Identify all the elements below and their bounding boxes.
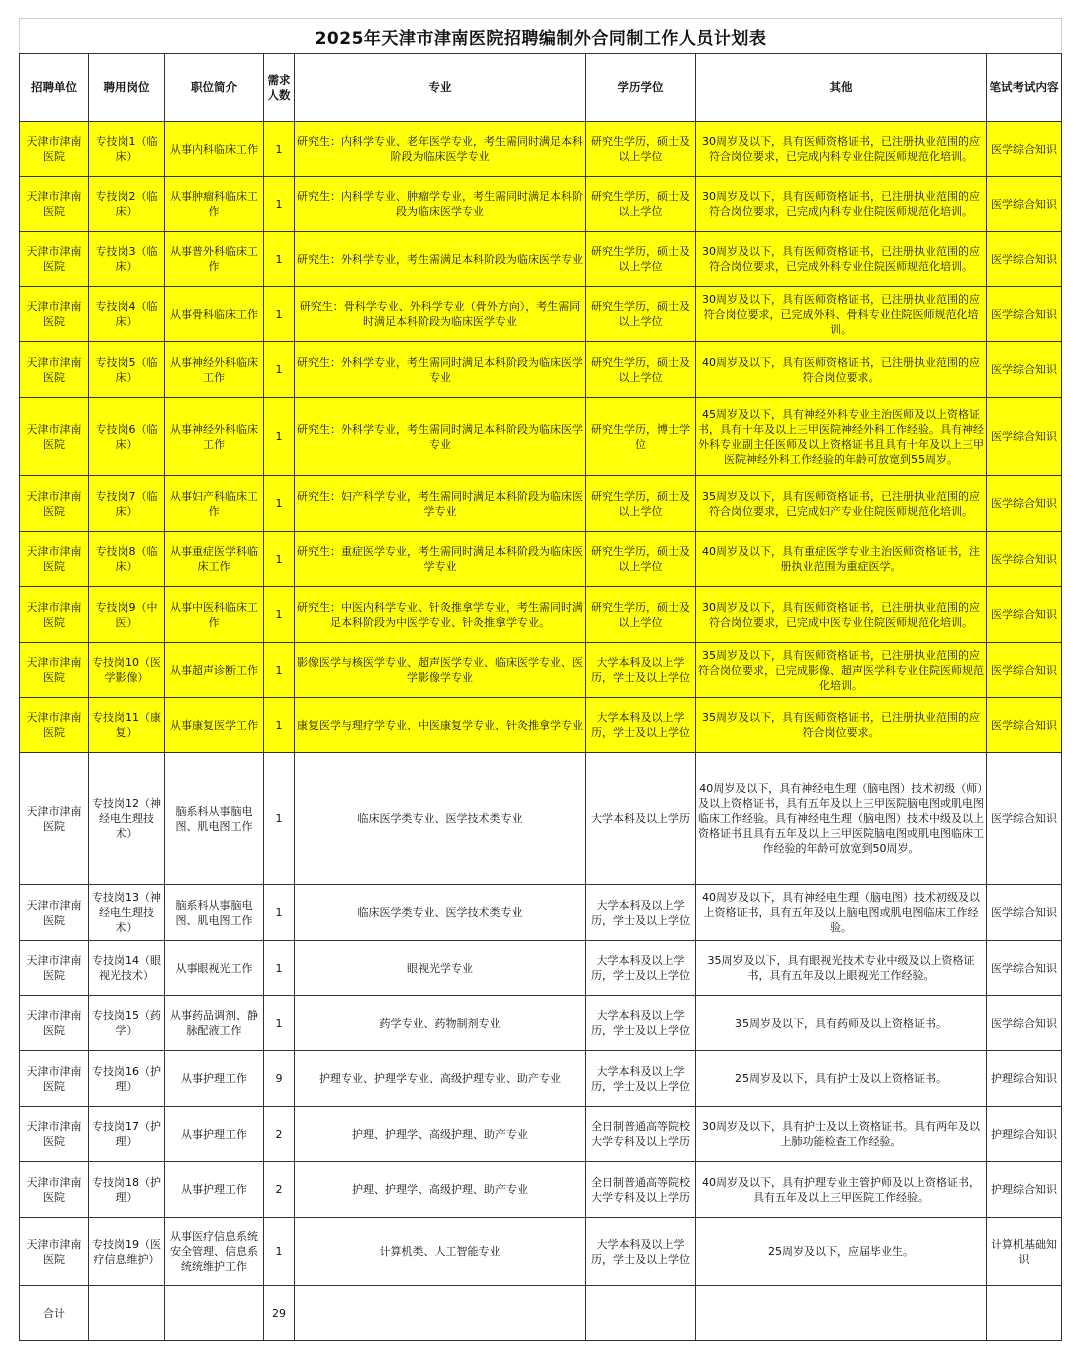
- cell-major: 护理、护理学、高级护理、助产专业: [295, 1107, 586, 1162]
- cell-unit: 天津市津南医院: [20, 941, 89, 996]
- cell-edu: 大学本科及以上学历，学士及以上学位: [586, 941, 696, 996]
- cell-major: 研究生：内科学专业、肿瘤学专业，考生需同时满足本科阶段为临床医学专业: [295, 177, 586, 232]
- col-header-major: 专业: [295, 54, 586, 122]
- cell-exam: 护理综合知识: [987, 1107, 1062, 1162]
- cell-exam: 医学综合知识: [987, 342, 1062, 398]
- cell-unit: 天津市津南医院: [20, 698, 89, 753]
- cell-major: 眼视光学专业: [295, 941, 586, 996]
- cell-unit: 天津市津南医院: [20, 177, 89, 232]
- cell-intro: 从事神经外科临床工作: [165, 342, 264, 398]
- cell-unit: 天津市津南医院: [20, 532, 89, 587]
- cell-post: 专技岗6（临床）: [89, 398, 165, 476]
- cell-exam: 医学综合知识: [987, 643, 1062, 698]
- table-row: [20, 1051, 1062, 1107]
- cell-unit: 天津市津南医院: [20, 753, 89, 885]
- cell-other: 35周岁及以下，具有医师资格证书，已注册执业范围的应符合岗位要求，已完成妇产专业住院医师规范化培训。: [696, 476, 987, 532]
- cell-edu: 大学本科及以上学历，学士及以上学位: [586, 1218, 696, 1286]
- cell-major: 护理、护理学、高级护理、助产专业: [295, 1162, 586, 1218]
- cell-exam: 医学综合知识: [987, 398, 1062, 476]
- cell-major: 护理专业、护理学专业、高级护理专业、助产专业: [295, 1051, 586, 1107]
- cell-exam: 医学综合知识: [987, 122, 1062, 177]
- cell-exam: 护理综合知识: [987, 1162, 1062, 1218]
- cell-other: 45周岁及以下，具有神经外科专业主治医师及以上资格证书，具有十年及以上三甲医院神经外科工作经验。具有神经外科专业副主任医师及以上资格证书且具有十年及以上三甲医院神经外科工作经验的年龄可放宽到55周岁。: [696, 398, 987, 476]
- cell-unit: 天津市津南医院: [20, 1107, 89, 1162]
- cell-exam: 医学综合知识: [987, 287, 1062, 342]
- cell-intro: 脑系科从事脑电图、肌电图工作: [165, 885, 264, 941]
- cell-count: 1: [264, 698, 295, 753]
- cell-edu: 大学本科及以上学历，学士及以上学位: [586, 885, 696, 941]
- cell-intro: 从事神经外科临床工作: [165, 398, 264, 476]
- cell-count: 9: [264, 1051, 295, 1107]
- cell-post: 专技岗8（临床）: [89, 532, 165, 587]
- cell-major: 研究生：内科学专业、老年医学专业，考生需同时满足本科阶段为临床医学专业: [295, 122, 586, 177]
- cell-other: 30周岁及以下，具有医师资格证书，已注册执业范围的应符合岗位要求，已完成外科专业住院医师规范化培训。: [696, 232, 987, 287]
- cell-exam: 医学综合知识: [987, 885, 1062, 941]
- cell-exam: 医学综合知识: [987, 941, 1062, 996]
- cell-edu: 研究生学历，硕士及以上学位: [586, 587, 696, 643]
- cell-post: 专技岗12（神经电生理技术）: [89, 753, 165, 885]
- cell-major: 研究生：外科学专业，考生需同时满足本科阶段为临床医学专业: [295, 342, 586, 398]
- cell-count: 1: [264, 342, 295, 398]
- cell-major: 研究生：外科学专业，考生需同时满足本科阶段为临床医学专业: [295, 398, 586, 476]
- cell-other: 30周岁及以下，具有医师资格证书，已注册执业范围的应符合岗位要求，已完成中医专业住院医师规范化培训。: [696, 587, 987, 643]
- table-row: [20, 941, 1062, 996]
- cell-intro: 从事普外科临床工作: [165, 232, 264, 287]
- table-row: [20, 342, 1062, 398]
- cell-count: 1: [264, 587, 295, 643]
- cell-intro: 从事护理工作: [165, 1162, 264, 1218]
- table-row: [20, 587, 1062, 643]
- cell-edu: 研究生学历，硕士及以上学位: [586, 177, 696, 232]
- cell-unit: 天津市津南医院: [20, 996, 89, 1051]
- cell-major: 研究生：外科学专业，考生需满足本科阶段为临床医学专业: [295, 232, 586, 287]
- total-label: 合计: [20, 1286, 89, 1341]
- cell-other: 25周岁及以下，应届毕业生。: [696, 1218, 987, 1286]
- cell-post: 专技岗13（神经电生理技术）: [89, 885, 165, 941]
- cell-post: 专技岗9（中医）: [89, 587, 165, 643]
- cell-intro: 从事肿瘤科临床工作: [165, 177, 264, 232]
- cell-count: 1: [264, 885, 295, 941]
- cell-unit: 天津市津南医院: [20, 885, 89, 941]
- cell-unit: 天津市津南医院: [20, 587, 89, 643]
- total-empty: [295, 1286, 586, 1341]
- cell-other: 35周岁及以下，具有药师及以上资格证书。: [696, 996, 987, 1051]
- table-row: [20, 1218, 1062, 1286]
- cell-other: 40周岁及以下，具有医师资格证书，已注册执业范围的应符合岗位要求。: [696, 342, 987, 398]
- col-header-exam: 笔试考试内容: [987, 54, 1062, 122]
- cell-exam: 护理综合知识: [987, 1051, 1062, 1107]
- cell-major: 临床医学类专业、医学技术类专业: [295, 885, 586, 941]
- cell-unit: 天津市津南医院: [20, 1218, 89, 1286]
- cell-intro: 从事康复医学工作: [165, 698, 264, 753]
- table-row: [20, 232, 1062, 287]
- table-row: [20, 122, 1062, 177]
- cell-post: 专技岗7（临床）: [89, 476, 165, 532]
- recruitment-table: [19, 53, 1062, 1341]
- cell-intro: 从事护理工作: [165, 1051, 264, 1107]
- table-row: [20, 1107, 1062, 1162]
- cell-post: 专技岗14（眼视光技术）: [89, 941, 165, 996]
- cell-major: 研究生：妇产科学专业，考生需同时满足本科阶段为临床医学专业: [295, 476, 586, 532]
- cell-unit: 天津市津南医院: [20, 476, 89, 532]
- cell-post: 专技岗18（护理）: [89, 1162, 165, 1218]
- cell-post: 专技岗1（临床）: [89, 122, 165, 177]
- header-row: [20, 54, 1062, 122]
- cell-other: 25周岁及以下，具有护士及以上资格证书。: [696, 1051, 987, 1107]
- cell-major: 临床医学类专业、医学技术类专业: [295, 753, 586, 885]
- cell-post: 专技岗11（康复）: [89, 698, 165, 753]
- cell-other: 40周岁及以下，具有重症医学专业主治医师资格证书，注册执业范围为重症医学。: [696, 532, 987, 587]
- cell-other: 30周岁及以下，具有护士及以上资格证书。具有两年及以上肺功能检查工作经验。: [696, 1107, 987, 1162]
- cell-edu: 全日制普通高等院校大学专科及以上学历: [586, 1162, 696, 1218]
- cell-major: 药学专业、药物制剂专业: [295, 996, 586, 1051]
- table-body: [20, 122, 1062, 1286]
- cell-intro: 从事重症医学科临床工作: [165, 532, 264, 587]
- col-header-count: 需求人数: [264, 54, 295, 122]
- cell-count: 1: [264, 122, 295, 177]
- total-empty: [165, 1286, 264, 1341]
- cell-edu: 研究生学历，硕士及以上学位: [586, 287, 696, 342]
- table-title: 2025年天津市津南医院招聘编制外合同制工作人员计划表: [19, 18, 1062, 53]
- cell-major: 康复医学与理疗学专业、中医康复学专业、针灸推拿学专业: [295, 698, 586, 753]
- table-row: [20, 753, 1062, 885]
- cell-unit: 天津市津南医院: [20, 1051, 89, 1107]
- cell-exam: 医学综合知识: [987, 753, 1062, 885]
- cell-unit: 天津市津南医院: [20, 342, 89, 398]
- cell-post: 专技岗2（临床）: [89, 177, 165, 232]
- cell-count: 1: [264, 643, 295, 698]
- cell-count: 1: [264, 532, 295, 587]
- cell-edu: 大学本科及以上学历，学士及以上学位: [586, 643, 696, 698]
- cell-intro: 脑系科从事脑电图、肌电图工作: [165, 753, 264, 885]
- cell-post: 专技岗10（医学影像）: [89, 643, 165, 698]
- cell-other: 40周岁及以下，具有神经电生理（脑电图）技术初级及以上资格证书，具有五年及以上脑电图或肌电图临床工作经验。: [696, 885, 987, 941]
- col-header-edu: 学历学位: [586, 54, 696, 122]
- cell-exam: 医学综合知识: [987, 232, 1062, 287]
- cell-exam: 医学综合知识: [987, 532, 1062, 587]
- total-count: 29: [264, 1286, 295, 1341]
- cell-intro: 从事超声诊断工作: [165, 643, 264, 698]
- table-row: [20, 287, 1062, 342]
- cell-edu: 研究生学历，硕士及以上学位: [586, 476, 696, 532]
- cell-count: 2: [264, 1107, 295, 1162]
- cell-post: 专技岗19（医疗信息维护）: [89, 1218, 165, 1286]
- cell-count: 1: [264, 753, 295, 885]
- cell-intro: 从事中医科临床工作: [165, 587, 264, 643]
- table-row: [20, 1162, 1062, 1218]
- cell-edu: 大学本科及以上学历，学士及以上学位: [586, 996, 696, 1051]
- cell-edu: 研究生学历，硕士及以上学位: [586, 122, 696, 177]
- table-row: [20, 643, 1062, 698]
- table-row: [20, 996, 1062, 1051]
- cell-unit: 天津市津南医院: [20, 643, 89, 698]
- cell-exam: 计算机基础知识: [987, 1218, 1062, 1286]
- cell-edu: 大学本科及以上学历，学士及以上学位: [586, 698, 696, 753]
- table-row: [20, 885, 1062, 941]
- cell-unit: 天津市津南医院: [20, 398, 89, 476]
- table-row: [20, 476, 1062, 532]
- cell-edu: 研究生学历，博士学位: [586, 398, 696, 476]
- cell-count: 1: [264, 941, 295, 996]
- cell-major: 研究生：骨科学专业、外科学专业（骨外方向），考生需同时满足本科阶段为临床医学专业: [295, 287, 586, 342]
- cell-other: 30周岁及以下，具有医师资格证书，已注册执业范围的应符合岗位要求，已完成外科、骨科专业住院医师规范化培训。: [696, 287, 987, 342]
- cell-other: 40周岁及以下，具有神经电生理（脑电图）技术初级（师）及以上资格证书，具有五年及以上三甲医院脑电图或肌电图临床工作经验。具有神经电生理（脑电图）技术中级及以上资格证书且具有五年及以上三甲医院脑电图或肌电图临床工作经验的年龄可放宽到50周岁。: [696, 753, 987, 885]
- cell-count: 1: [264, 1218, 295, 1286]
- cell-intro: 从事骨科临床工作: [165, 287, 264, 342]
- cell-edu: 大学本科及以上学历: [586, 753, 696, 885]
- cell-count: 1: [264, 177, 295, 232]
- cell-unit: 天津市津南医院: [20, 232, 89, 287]
- cell-other: 35周岁及以下，具有医师资格证书，已注册执业范围的应符合岗位要求。: [696, 698, 987, 753]
- cell-exam: 医学综合知识: [987, 996, 1062, 1051]
- cell-major: 影像医学与核医学专业、超声医学专业、临床医学专业、医学影像学专业: [295, 643, 586, 698]
- cell-exam: 医学综合知识: [987, 476, 1062, 532]
- cell-edu: 大学本科及以上学历，学士及以上学位: [586, 1051, 696, 1107]
- cell-intro: 从事内科临床工作: [165, 122, 264, 177]
- total-empty: [89, 1286, 165, 1341]
- cell-edu: 研究生学历，硕士及以上学位: [586, 532, 696, 587]
- table-row: [20, 398, 1062, 476]
- cell-major: 研究生：中医内科学专业、针灸推拿学专业，考生需同时满足本科阶段为中医学专业、针灸推拿学专业。: [295, 587, 586, 643]
- cell-other: 35周岁及以下，具有眼视光技术专业中级及以上资格证书，具有五年及以上眼视光工作经验。: [696, 941, 987, 996]
- table-row: [20, 532, 1062, 587]
- cell-unit: 天津市津南医院: [20, 122, 89, 177]
- cell-post: 专技岗3（临床）: [89, 232, 165, 287]
- cell-other: 30周岁及以下，具有医师资格证书，已注册执业范围的应符合岗位要求，已完成内科专业住院医师规范化培训。: [696, 122, 987, 177]
- cell-edu: 研究生学历，硕士及以上学位: [586, 232, 696, 287]
- cell-post: 专技岗16（护理）: [89, 1051, 165, 1107]
- cell-intro: 从事医疗信息系统安全管理、信息系统统维护工作: [165, 1218, 264, 1286]
- cell-count: 1: [264, 996, 295, 1051]
- cell-major: 计算机类、人工智能专业: [295, 1218, 586, 1286]
- cell-other: 40周岁及以下，具有护理专业主管护师及以上资格证书，具有五年及以上三甲医院工作经验。: [696, 1162, 987, 1218]
- total-row: [20, 1286, 1062, 1341]
- table-row: [20, 177, 1062, 232]
- cell-intro: 从事护理工作: [165, 1107, 264, 1162]
- cell-major: 研究生：重症医学专业，考生需同时满足本科阶段为临床医学专业: [295, 532, 586, 587]
- total-empty: [586, 1286, 696, 1341]
- cell-unit: 天津市津南医院: [20, 1162, 89, 1218]
- cell-intro: 从事药品调剂、静脉配液工作: [165, 996, 264, 1051]
- total-empty: [987, 1286, 1062, 1341]
- cell-count: 1: [264, 398, 295, 476]
- col-header-other: 其他: [696, 54, 987, 122]
- total-empty: [696, 1286, 987, 1341]
- cell-post: 专技岗5（临床）: [89, 342, 165, 398]
- cell-exam: 医学综合知识: [987, 587, 1062, 643]
- table-row: [20, 698, 1062, 753]
- cell-exam: 医学综合知识: [987, 698, 1062, 753]
- cell-count: 1: [264, 476, 295, 532]
- cell-other: 30周岁及以下，具有医师资格证书，已注册执业范围的应符合岗位要求，已完成内科专业住院医师规范化培训。: [696, 177, 987, 232]
- cell-other: 35周岁及以下，具有医师资格证书，已注册执业范围的应符合岗位要求，已完成影像、超声医学科专业住院医师规范化培训。: [696, 643, 987, 698]
- col-header-unit: 招聘单位: [20, 54, 89, 122]
- cell-post: 专技岗4（临床）: [89, 287, 165, 342]
- cell-count: 2: [264, 1162, 295, 1218]
- cell-intro: 从事眼视光工作: [165, 941, 264, 996]
- cell-post: 专技岗17（护理）: [89, 1107, 165, 1162]
- cell-exam: 医学综合知识: [987, 177, 1062, 232]
- cell-count: 1: [264, 232, 295, 287]
- cell-count: 1: [264, 287, 295, 342]
- cell-unit: 天津市津南医院: [20, 287, 89, 342]
- cell-intro: 从事妇产科临床工作: [165, 476, 264, 532]
- col-header-post: 聘用岗位: [89, 54, 165, 122]
- cell-post: 专技岗15（药学）: [89, 996, 165, 1051]
- cell-edu: 全日制普通高等院校大学专科及以上学历: [586, 1107, 696, 1162]
- col-header-intro: 职位简介: [165, 54, 264, 122]
- cell-edu: 研究生学历，硕士及以上学位: [586, 342, 696, 398]
